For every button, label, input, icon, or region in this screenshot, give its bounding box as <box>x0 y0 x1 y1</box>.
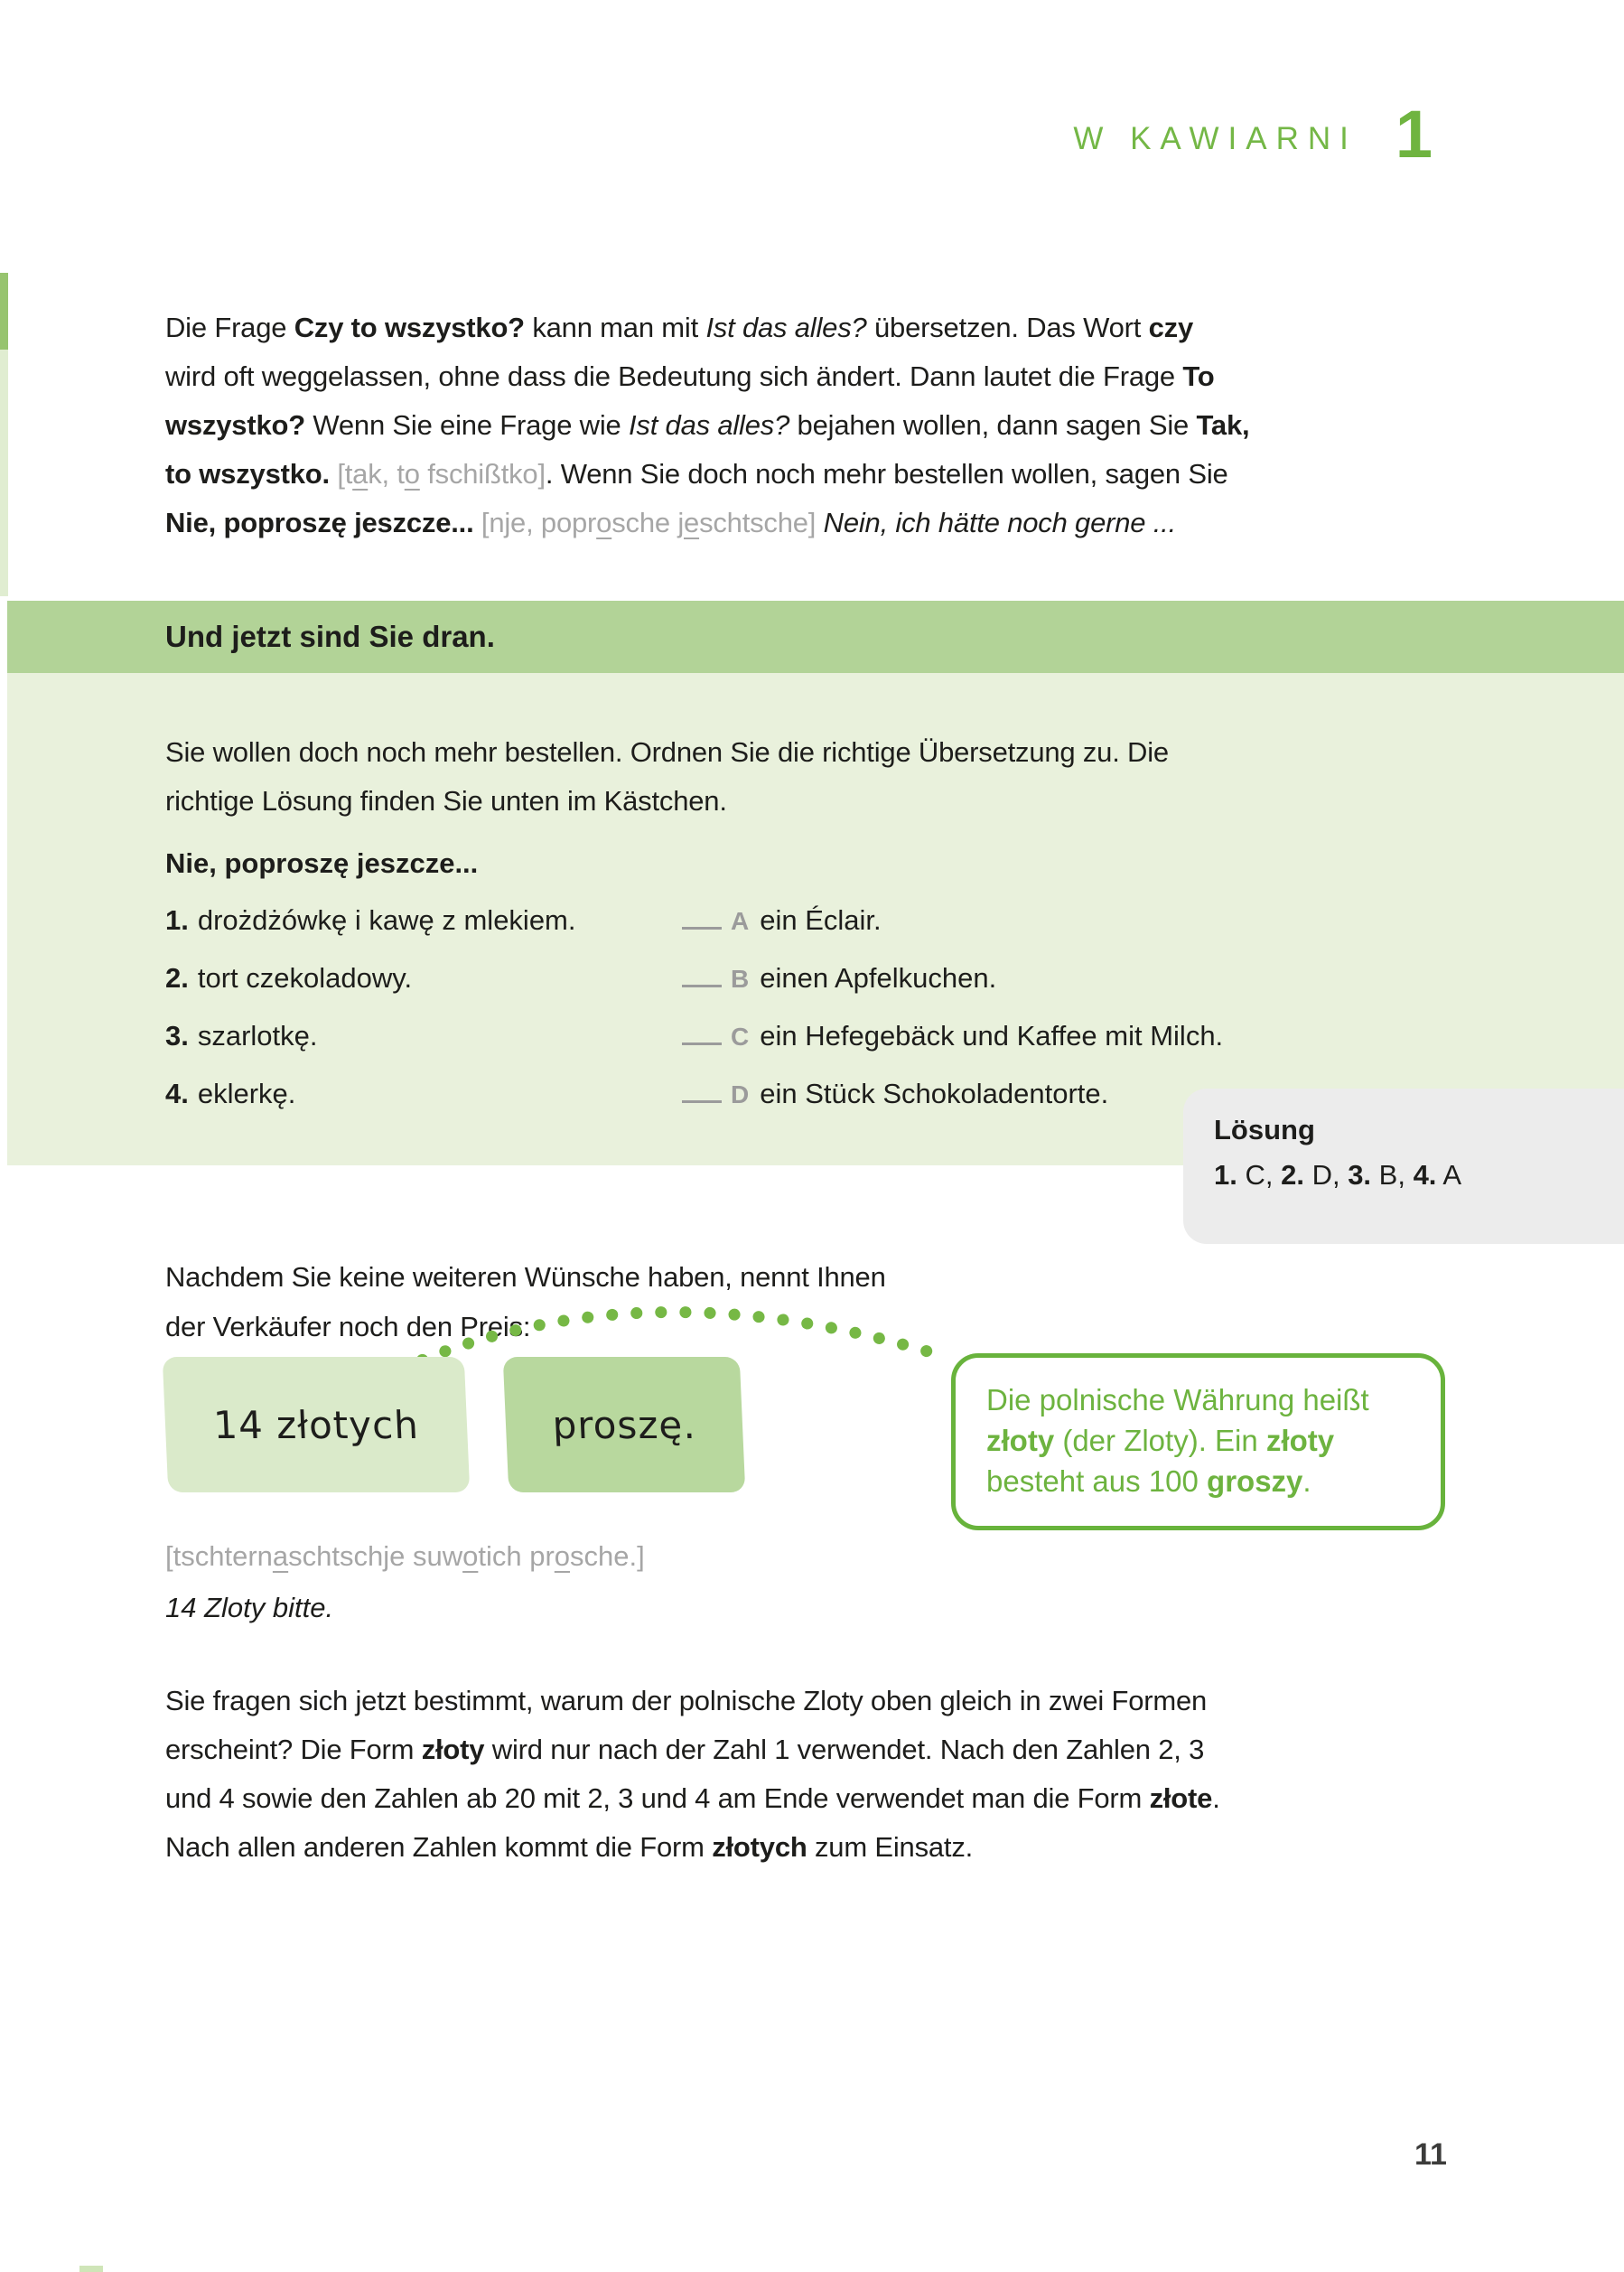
answer-letter: C <box>731 1023 750 1051</box>
exercise-item-left <box>165 1074 682 1114</box>
exercise-item-left <box>165 901 682 940</box>
paragraph-line: Nie, poproszę jeszcze... [nje, poprosche jeschtsche] Nein, ich hätte noch gerne ... <box>165 507 1176 538</box>
answer-blank <box>682 1073 722 1103</box>
item-text: szarlotkę. <box>197 1020 318 1052</box>
answer-text: ein Stück Schokoladentorte. <box>760 1078 1109 1109</box>
paragraph-line: Nachdem Sie keine weiteren Wünsche haben, nennt Ihnen <box>165 1261 886 1293</box>
exercise-row <box>165 900 1223 941</box>
speech-bubble-text: 14 złotych <box>212 1402 420 1447</box>
exercise-item-left <box>165 1016 682 1056</box>
paragraph-line: erscheint? Die Form złoty wird nur nach der Zahl 1 verwendet. Nach den Zahlen 2, 3 <box>165 1734 1205 1765</box>
answer-blank <box>682 900 722 930</box>
currency-note-box <box>951 1353 1445 1530</box>
matching-exercise <box>165 900 1223 1115</box>
answer-text: ein Éclair. <box>760 904 882 936</box>
speech-bubble-please <box>503 1357 746 1492</box>
exercise-row <box>165 958 1223 999</box>
item-number: 3. <box>165 1020 189 1052</box>
paragraph-line: wszystko? Wenn Sie eine Frage wie Ist das alles? bejahen wollen, dann sagen Sie Tak, <box>165 409 1250 441</box>
item-text: eklerkę. <box>197 1078 296 1109</box>
item-text: tort czekoladowy. <box>197 962 413 994</box>
paragraph-line: to wszystko. [tak, to fschißtko]. Wenn Sie doch noch mehr bestellen wollen, sagen Sie <box>165 458 1228 490</box>
paragraph-line: Sie fragen sich jetzt bestimmt, warum der polnische Zloty oben gleich in zwei Formen <box>165 1685 1208 1716</box>
final-paragraph <box>165 1677 1220 1872</box>
speech-bubble-price <box>163 1357 471 1492</box>
paragraph-line: der Verkäufer noch den Preis: <box>165 1311 531 1342</box>
answer-blank <box>682 1015 722 1045</box>
answer-text: einen Apfelkuchen. <box>760 962 997 994</box>
note-line: złoty (der Zloty). Ein złoty <box>986 1424 1335 1457</box>
exercise-banner-title: Und jetzt sind Sie dran. <box>165 620 495 653</box>
exercise-prompt: Nie, poproszę jeszcze... <box>165 847 479 879</box>
page-number: 11 <box>1414 2137 1447 2172</box>
chapter-header <box>1073 97 1433 172</box>
answer-letter: A <box>731 907 750 935</box>
exercise-row <box>165 1015 1223 1057</box>
intro-paragraph <box>165 304 1249 547</box>
answer-letter: D <box>731 1080 750 1108</box>
paragraph-line: Nach allen anderen Zahlen kommt die Form złotych zum Einsatz. <box>165 1831 974 1863</box>
answer-text: ein Hefegebäck und Kaffee mit Milch. <box>760 1020 1224 1052</box>
paragraph-line: richtige Lösung finden Sie unten im Kästchen. <box>165 785 727 817</box>
paragraph-line: und 4 sowie den Zahlen ab 20 mit 2, 3 und 4 am Ende verwendet man die Form złote. <box>165 1782 1220 1814</box>
paragraph-line: Sie wollen doch noch mehr bestellen. Ordnen Sie die richtige Übersetzung zu. Die <box>165 736 1169 768</box>
exercise-row <box>165 1073 1223 1115</box>
item-number: 2. <box>165 962 189 994</box>
note-line: Die polnische Währung heißt <box>986 1383 1369 1416</box>
phonetic-line: [tschternaschtschje suwotich prosche.] <box>165 1540 645 1572</box>
chapter-title: W KAWIARNI <box>1073 121 1358 156</box>
margin-accent-dark-bar <box>0 273 8 350</box>
solution-box <box>1183 1089 1624 1244</box>
item-number: 4. <box>165 1078 189 1109</box>
paragraph-line: wird oft weggelassen, ohne dass die Bedeutung sich ändert. Dann lautet die Frage To <box>165 360 1215 392</box>
exercise-instructions <box>165 728 1169 826</box>
paragraph-line: Die Frage Czy to wszystko? kann man mit Ist das alles? übersetzen. Das Wort czy <box>165 312 1194 343</box>
exercise-item-left <box>165 958 682 998</box>
exercise-banner <box>7 601 1624 673</box>
translation-line: 14 Zloty bitte. <box>165 1592 334 1623</box>
page-edge-sliver <box>79 2266 103 2272</box>
speech-bubble-text: proszę. <box>551 1402 697 1447</box>
item-number: 1. <box>165 904 189 936</box>
solution-answers: 1. C, 2. D, 3. B, 4. A <box>1214 1159 1462 1191</box>
solution-title: Lösung <box>1214 1114 1315 1145</box>
note-line: besteht aus 100 groszy. <box>986 1464 1311 1498</box>
answer-blank <box>682 958 722 987</box>
margin-accent-light-bar <box>0 350 8 596</box>
chapter-number: 1 <box>1395 97 1433 172</box>
item-text: drożdżówkę i kawę z mlekiem. <box>197 904 576 936</box>
answer-letter: B <box>731 965 750 993</box>
